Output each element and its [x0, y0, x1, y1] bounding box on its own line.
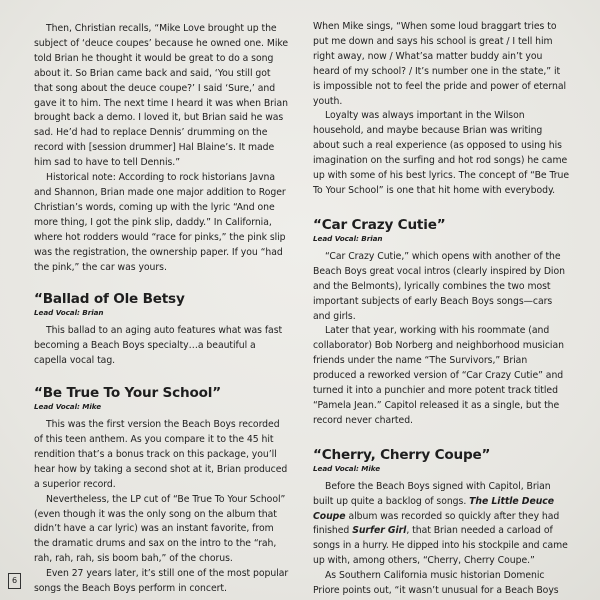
text-run: , that Brian needed a carload of songs in a hurry. He dipped into his stockpile and came up with, among others, “Cherry, Cherry Coupe.” [313, 525, 568, 567]
page-number: 6 [8, 573, 21, 589]
album-title: The Little Deuce Coupe [313, 495, 555, 522]
paragraph: Then, Christian recalls, “Mike Love brought up the subject of ‘deuce coupes’ because he owned one. Mike told Brian he thought it would be great to do a song about it. So Brian came back and said, ‘You still got that song about the deuce coupe?’ I said ‘Sure,’ and gave it to him. The next time I heard it was when Brian brought back a demo. I loved it, but Brian said he was sad. He’d had to replace Dennis’ drumming on the record with [session drummer] Hal Blaine’s. It made him sad to have to tell Dennis.” [34, 23, 289, 169]
lead-vocal-credit: Lead Vocal: Brian [34, 308, 104, 318]
song-title-car-crazy-cutie: “Car Crazy Cutie” [313, 216, 446, 233]
paragraph: “Car Crazy Cutie,” which opens with another of the Beach Boys great vocal intros (clearly inspired by Dion and the Belmonts), lyrically combines the two most important subjects of early Beach Boys songs—cars and girls. [313, 250, 565, 322]
paragraph: When Mike sings, “When some loud braggart tries to put me down and says his school is great / I tell him right away, now / What’sa matter buddy ain’t you heard of my school? / It’s number one in the state,” it is impossible not to feel the pride and power of eternal youth. [313, 21, 567, 107]
paragraph: Even 27 years later, it’s still one of the most popular songs the Beach Boys perform in concert. [34, 568, 289, 595]
text-run: album was recorded so quickly after they had finished [313, 510, 560, 537]
paragraph: Historical note: According to rock historians Javna and Shannon, Brian made one major addition to Roger Christian’s words, coming up with the lyric “And one more thing, I got the pink slip, daddy.” In California, where hot rodders would “race for pinks,” the pink slip was the registration, the ownership paper. If you “had the pink,” the car was yours. [34, 172, 286, 273]
paragraph: Loyalty was always important in the Wilson household, and maybe because Brian was writing about such a real experience (as opposed to using his imagination on the surfing and hot rod songs) he came up with some of his best lyrics. The concept of “Be True To Your School” is one that hit home with everybody. [313, 110, 570, 196]
album-title: Surfer Girl [352, 525, 407, 537]
paragraph: This was the first version the Beach Boys recorded of this teen anthem. As you compare it to the 45 hit rendition that’s a bonus track on this package, you’ll hear how by taking a second shot at it, Brian produced a superior record. [34, 419, 288, 490]
lead-vocal-credit: Lead Vocal: Mike [34, 402, 102, 412]
right-column [313, 20, 570, 599]
text-run: Before the Beach Boys signed with Capitol, Brian built up quite a backlog of songs. [313, 480, 551, 507]
lead-vocal-credit: Lead Vocal: Brian [313, 233, 383, 243]
paragraph: Later that year, working with his roommate (and collaborator) Bob Norberg and neighborhood musician friends under the name “The Survivors,” Brian produced a reworked version of “Car Crazy Cutie” and turned it into a punchier and more potent track titled “Pamela Jean.” Capitol released it as a single, but the record never charted. [313, 325, 564, 426]
left-column [34, 22, 291, 597]
paragraph: Nevertheless, the LP cut of “Be True To Your School” (even though it was the only song on the album that didn’t have a car lyric) was an instant favorite, from the dramatic drums and sax on the intro to the “rah, rah, rah, rah, sis boom bah,” of the chorus. [34, 493, 286, 565]
lead-vocal-credit: Lead Vocal: Mike [313, 463, 381, 473]
song-title-ballad-of-ole-betsy: “Ballad of Ole Betsy [34, 291, 185, 308]
paragraph: As Southern California music historian Domenic Priore points out, “it wasn’t unusual for a Beach Boys [313, 570, 559, 597]
paragraph: This ballad to an aging auto features what was fast becoming a Beach Boys specialty…a beautiful a capella vocal tag. [34, 325, 283, 367]
song-title-be-true-to-your-school: “Be True To Your School” [34, 385, 221, 402]
paragraph [313, 480, 570, 569]
song-title-cherry-cherry-coupe: “Cherry, Cherry Coupe” [313, 446, 491, 463]
